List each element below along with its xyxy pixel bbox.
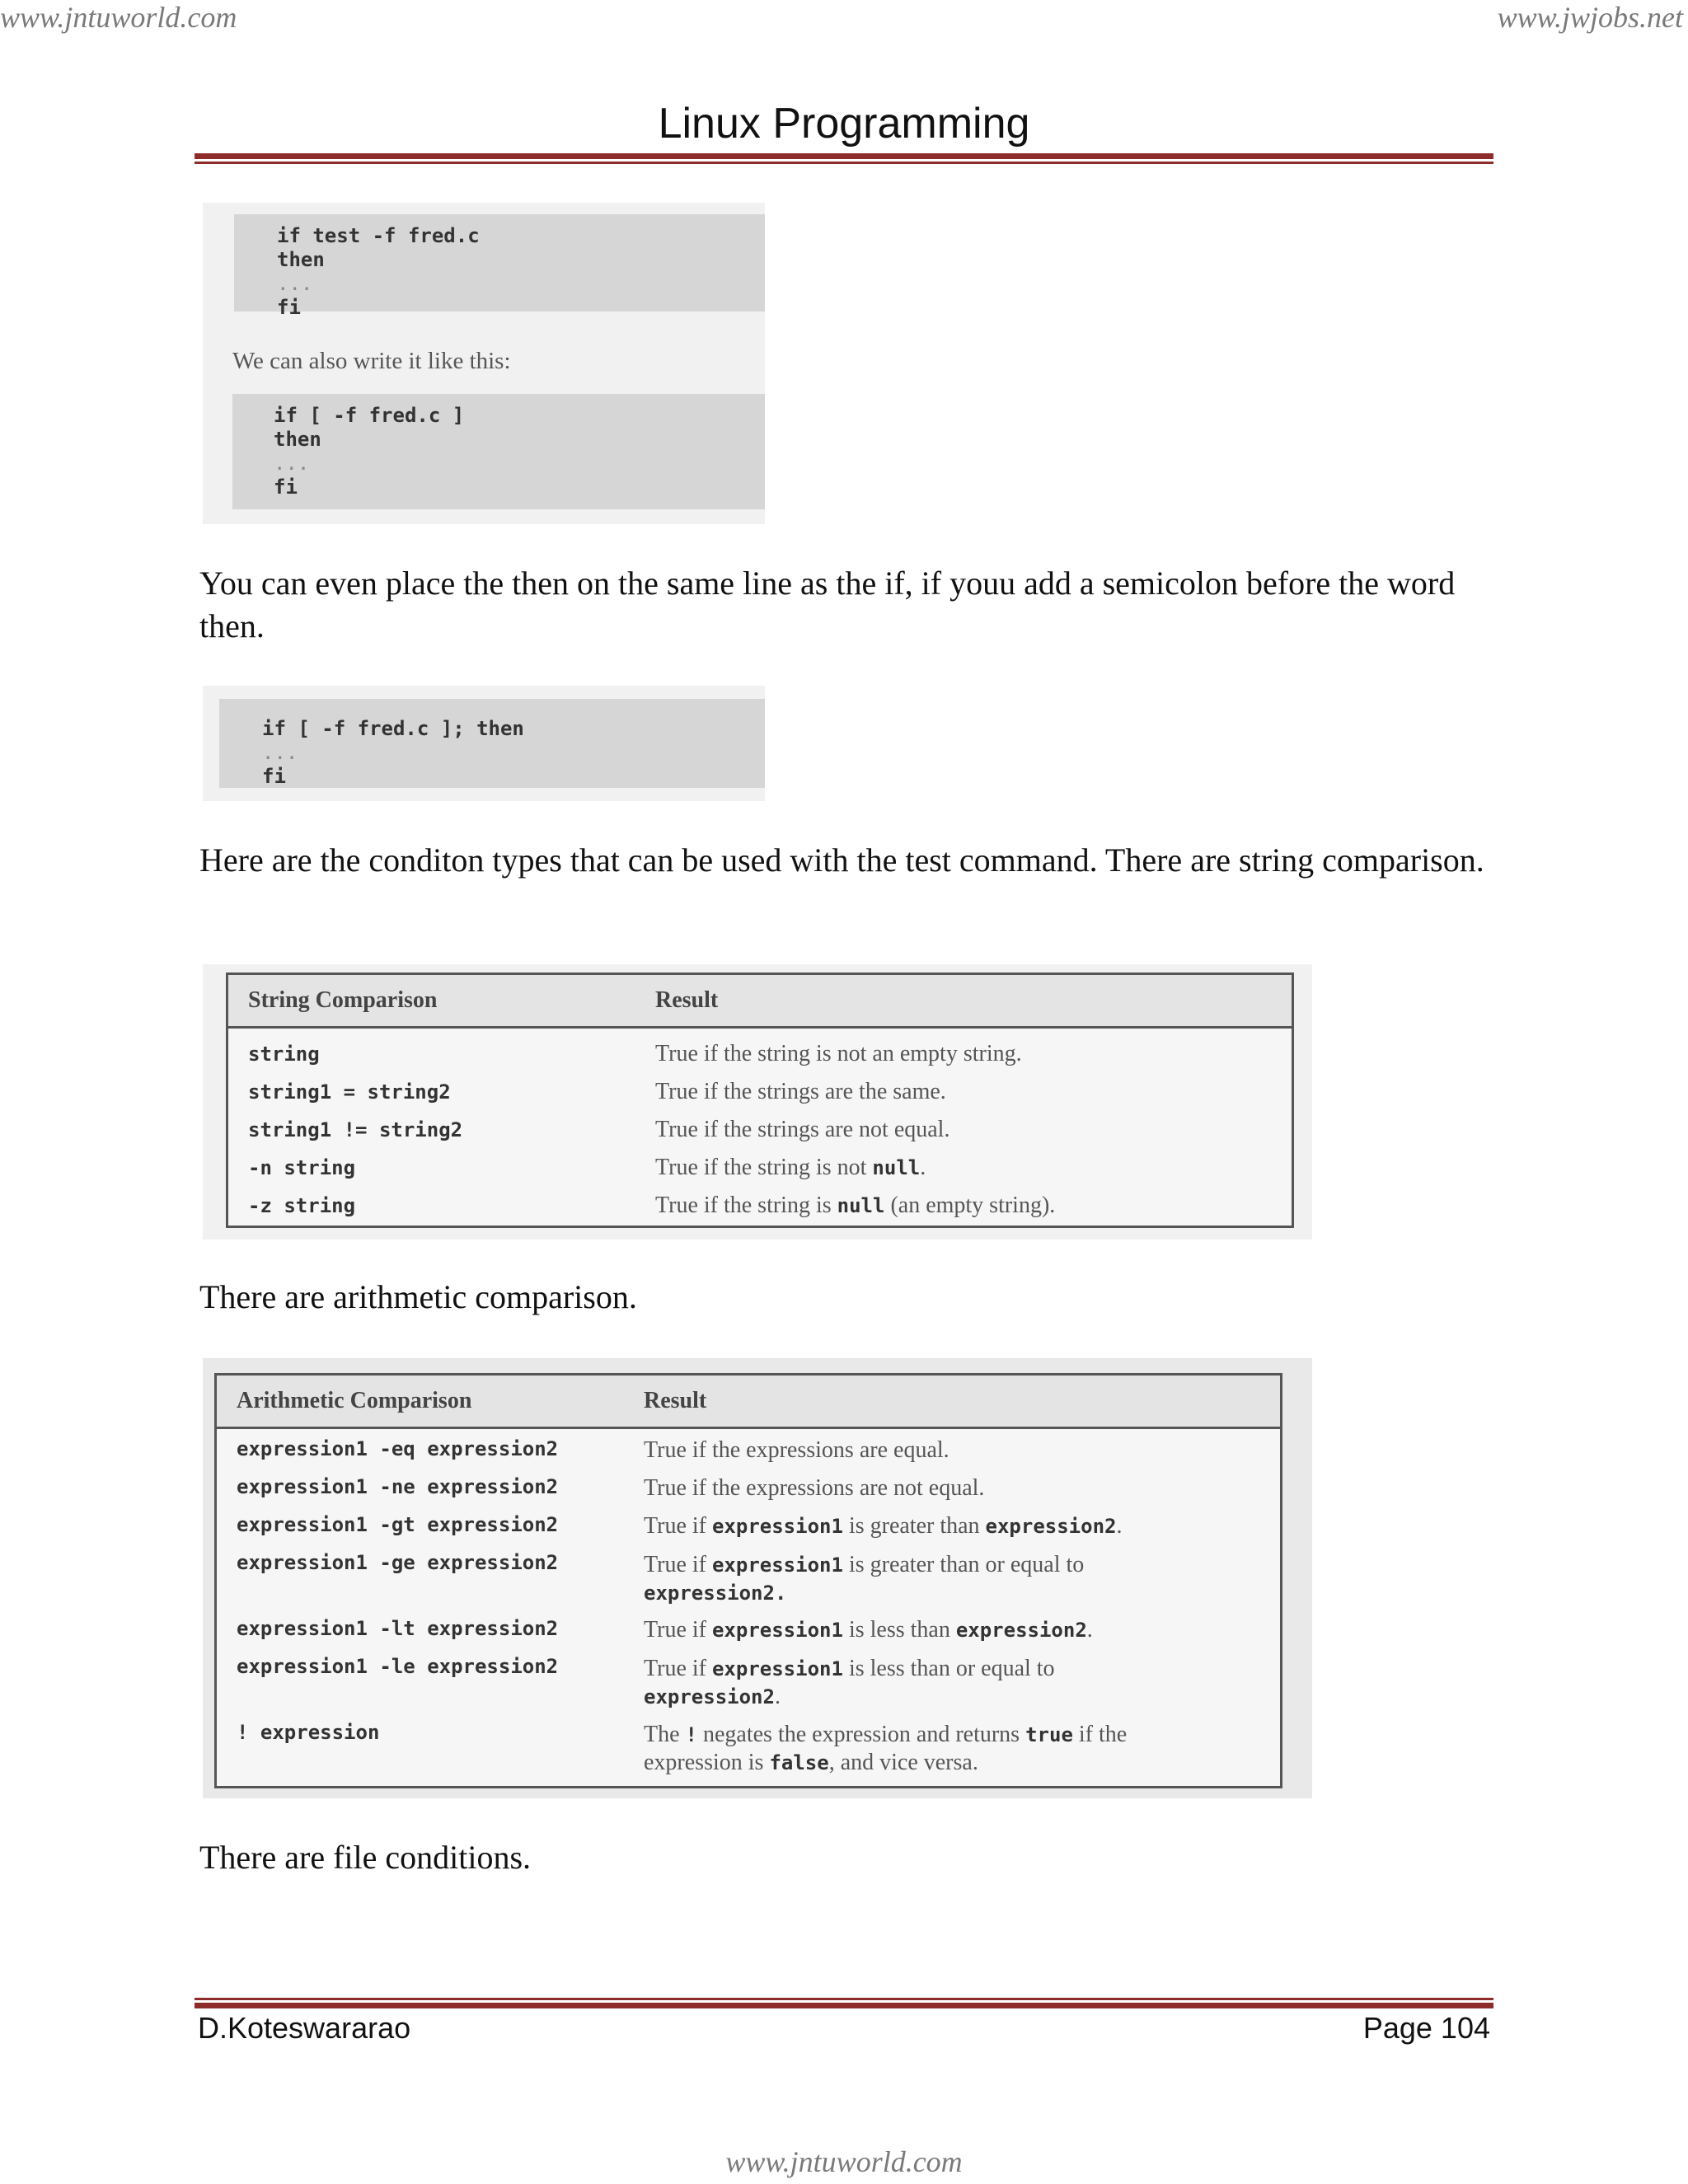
result-cell: True if expression1 is greater than or equal to expression2. xyxy=(644,1552,1085,1605)
paragraph-then-same-line: You can even place the then on the same line as the if, if youu add a semicolon before the word then. xyxy=(199,565,1456,644)
table-row xyxy=(228,1073,1292,1111)
header-arithmetic-comparison: Arithmetic Comparison xyxy=(237,1388,472,1413)
code-snippet-image-2 xyxy=(203,686,765,801)
code-line: ... xyxy=(274,452,310,475)
expr-cell: -z string xyxy=(248,1194,356,1217)
expr-cell: string1 = string2 xyxy=(248,1080,451,1104)
footer-author: D.Koteswararao xyxy=(198,2011,411,2045)
code-line: fi xyxy=(262,765,286,788)
expr-cell: expression1 -eq expression2 xyxy=(237,1437,559,1460)
code-line: then xyxy=(274,428,321,451)
table-row xyxy=(217,1655,1280,1721)
code-line: fi xyxy=(277,296,301,319)
result-cell: The ! negates the expression and returns true if the expression is false, and vice versa. xyxy=(644,1722,1128,1775)
table-header xyxy=(228,975,1292,1029)
result-cell: True if the string is null (an empty string). xyxy=(655,1193,1056,1218)
table-row xyxy=(228,1149,1292,1187)
result-cell: True if the string is not an empty string. xyxy=(655,1041,1022,1066)
table-row xyxy=(217,1475,1280,1513)
header-rule xyxy=(195,153,1493,164)
code-line: if test -f fred.c xyxy=(277,224,480,247)
result-cell: True if expression1 is less than expression2. xyxy=(644,1617,1093,1643)
table-row xyxy=(217,1551,1280,1617)
result-cell: True if the expressions are not equal. xyxy=(644,1475,985,1501)
expr-cell: expression1 -ne expression2 xyxy=(237,1475,559,1498)
arithmetic-comparison-table xyxy=(214,1373,1282,1788)
watermark-bottom: www.jntuworld.com xyxy=(725,2145,963,2178)
paragraph-condition-types: Here are the conditon types that can be used with the test command. There are string comparison. xyxy=(199,841,1484,879)
expr-cell: -n string xyxy=(248,1156,356,1179)
header-result: Result xyxy=(655,987,719,1013)
code-block-bracket xyxy=(232,394,765,509)
paragraph-file-conditions: There are file conditions. xyxy=(199,1839,532,1876)
code-line: then xyxy=(277,248,325,271)
watermark-top-right: www.jwjobs.net xyxy=(1497,1,1683,34)
expr-cell: expression1 -lt expression2 xyxy=(237,1617,559,1640)
table-row xyxy=(217,1721,1280,1787)
expr-cell: ! expression xyxy=(237,1721,380,1744)
table-row xyxy=(217,1513,1280,1551)
result-cell: True if the string is not null. xyxy=(655,1155,926,1180)
page-number: Page 104 xyxy=(1362,2011,1490,2045)
table-row xyxy=(217,1437,1280,1475)
table-row xyxy=(217,1617,1280,1655)
expr-cell: expression1 -gt expression2 xyxy=(237,1513,559,1536)
code-line: fi xyxy=(274,476,298,499)
code-block-test xyxy=(234,214,765,319)
snippet-caption: We can also write it like this: xyxy=(232,348,511,374)
code-line: ... xyxy=(277,272,313,295)
watermark-top-left: www.jntuworld.com xyxy=(0,1,237,34)
code-block-semicolon xyxy=(219,699,765,788)
result-cell: True if the strings are the same. xyxy=(655,1079,946,1104)
code-snippet-image-1 xyxy=(203,203,765,524)
table-row xyxy=(228,1187,1292,1225)
string-table-image xyxy=(203,964,1312,1240)
table-row xyxy=(228,1111,1292,1149)
expr-cell: string xyxy=(248,1043,320,1066)
header-result: Result xyxy=(644,1388,707,1413)
code-line: if [ -f fred.c ] xyxy=(274,404,465,427)
code-line: if [ -f fred.c ]; then xyxy=(262,717,524,740)
result-cell: True if expression1 is less than or equal to expression2. xyxy=(644,1656,1055,1709)
header-string-comparison: String Comparison xyxy=(248,987,438,1013)
table-header xyxy=(217,1376,1280,1429)
page-title: Linux Programming xyxy=(658,100,1030,148)
paragraph-arithmetic: There are arithmetic comparison. xyxy=(199,1278,637,1315)
result-cell: True if expression1 is greater than expression2. xyxy=(644,1513,1123,1539)
expr-cell: expression1 -ge expression2 xyxy=(237,1551,559,1574)
expr-cell: string1 != string2 xyxy=(248,1118,463,1141)
footer-rule xyxy=(195,1998,1493,2008)
table-row xyxy=(228,1035,1292,1073)
code-line: ... xyxy=(262,741,298,764)
arith-table-image xyxy=(203,1358,1312,1798)
result-cell: True if the strings are not equal. xyxy=(655,1117,950,1142)
result-cell: True if the expressions are equal. xyxy=(644,1437,950,1463)
string-comparison-table xyxy=(226,972,1294,1228)
expr-cell: expression1 -le expression2 xyxy=(237,1655,559,1678)
